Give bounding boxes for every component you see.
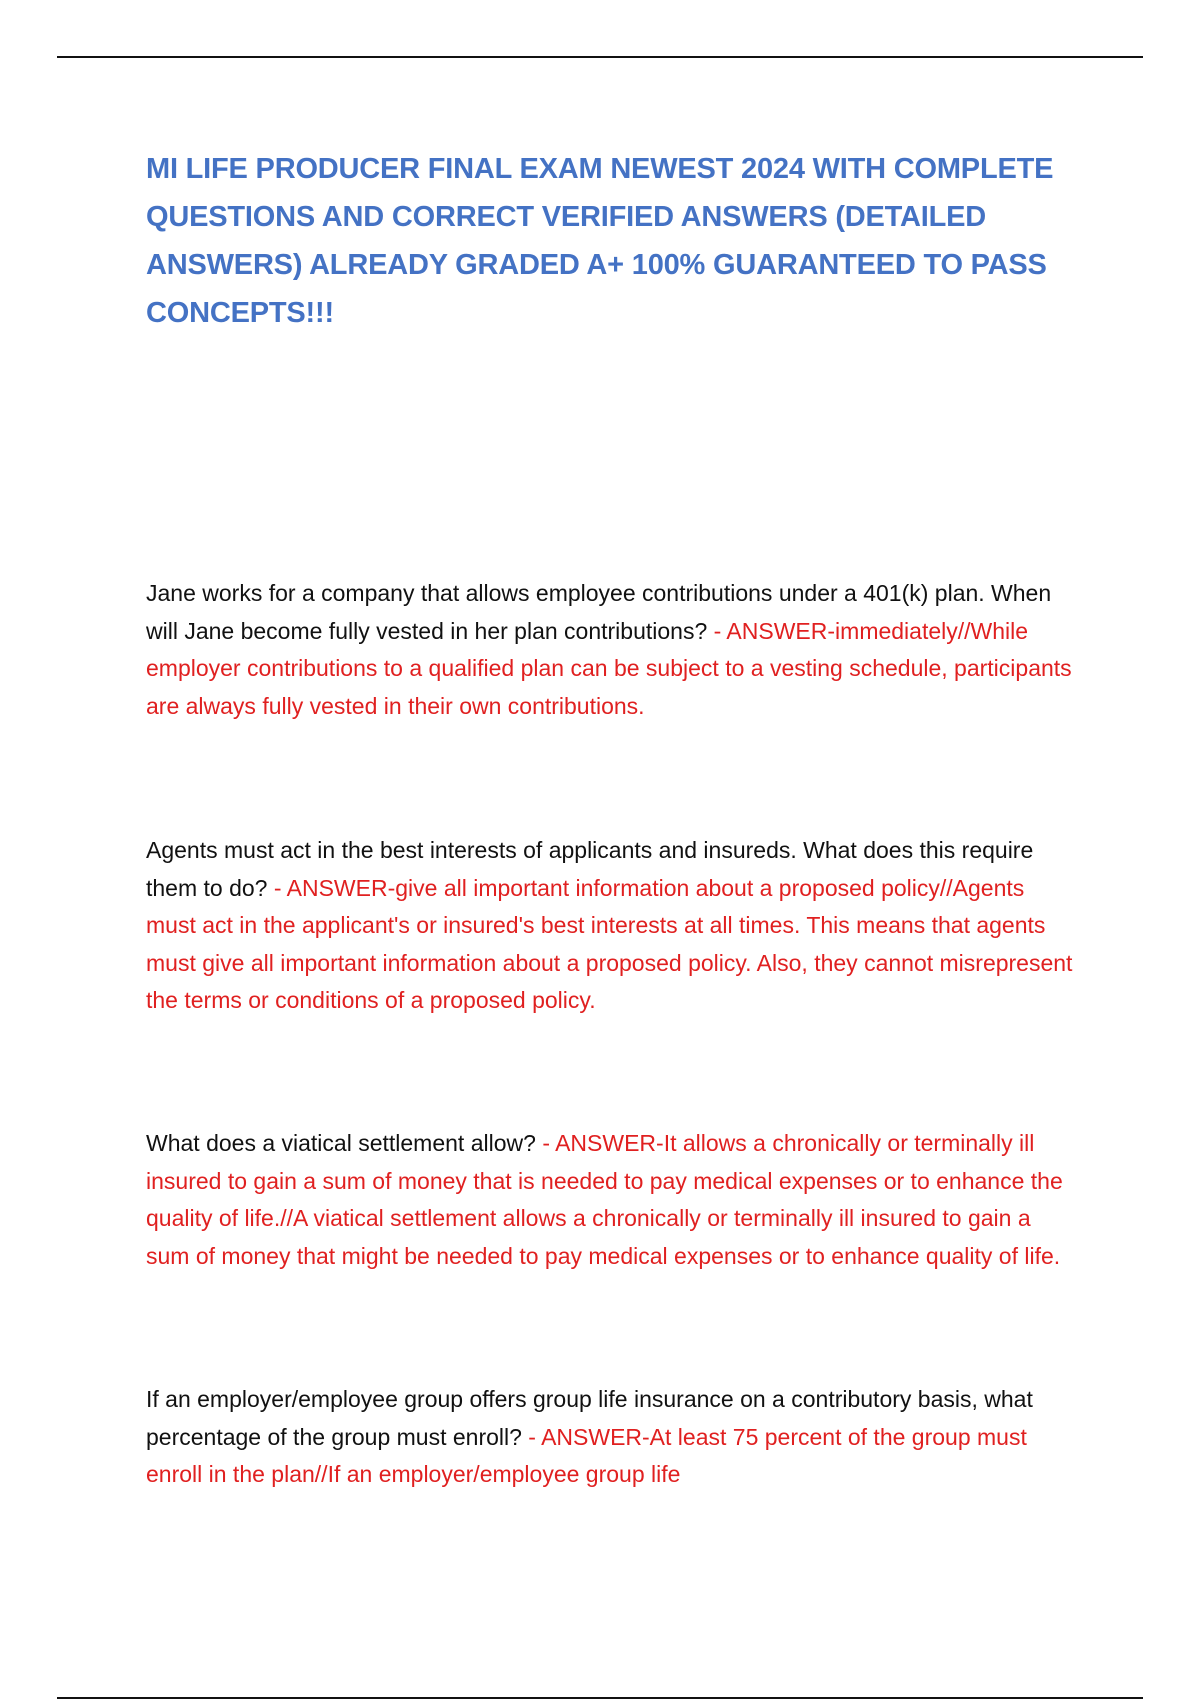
- question-text: Jane works for a company that allows employee contributions under a 401(k) plan. When will Jane become fully vested in her plan contributions?: [146, 580, 1052, 644]
- top-rule: [57, 56, 1143, 58]
- question-text: What does a viatical settlement allow?: [146, 1130, 543, 1156]
- qa-item: [146, 1125, 1076, 1275]
- qa-item: [146, 575, 1076, 725]
- qa-item: [146, 1381, 1076, 1494]
- answer-text: - ANSWER-At least 75 percent of the group must enroll in the plan//If an employer/employee group life: [146, 1423, 1027, 1487]
- qa-item: [146, 832, 1076, 1020]
- document-title: MI LIFE PRODUCER FINAL EXAM NEWEST 2024 WITH COMPLETE QUESTIONS AND CORRECT VERIFIED ANSWERS (DETAILED ANSWERS) ALREADY GRADED A+ 100% GUARANTEED TO PASS CONCEPTS!!!: [146, 153, 1054, 329]
- answer-text: - ANSWER-give all important information about a proposed policy//Agents must act in the applicant's or insured's best interests at all times. This means that agents must give all important information about a proposed policy. Also, they cannot misrepresent the terms or conditions of a proposed policy.: [146, 874, 1073, 1013]
- question-text: If an employer/employee group offers group life insurance on a contributory basis, what percentage of the group must enroll?: [146, 1386, 1033, 1450]
- answer-text: - ANSWER-It allows a chronically or terminally ill insured to gain a sum of money that is needed to pay medical expenses or to enhance the quality of life.//A viatical settlement allows a chronically or terminally ill insured to gain a sum of money that might be needed to pay medical expenses or to enhance quality of life.: [146, 1130, 1063, 1269]
- answer-text: - ANSWER-immediately//While employer contributions to a qualified plan can be subject to a vesting schedule, participants are always fully vested in their own contributions.: [146, 617, 1072, 719]
- question-text: Agents must act in the best interests of applicants and insureds. What does this require them to do?: [146, 837, 1034, 901]
- bottom-rule: [57, 1697, 1143, 1699]
